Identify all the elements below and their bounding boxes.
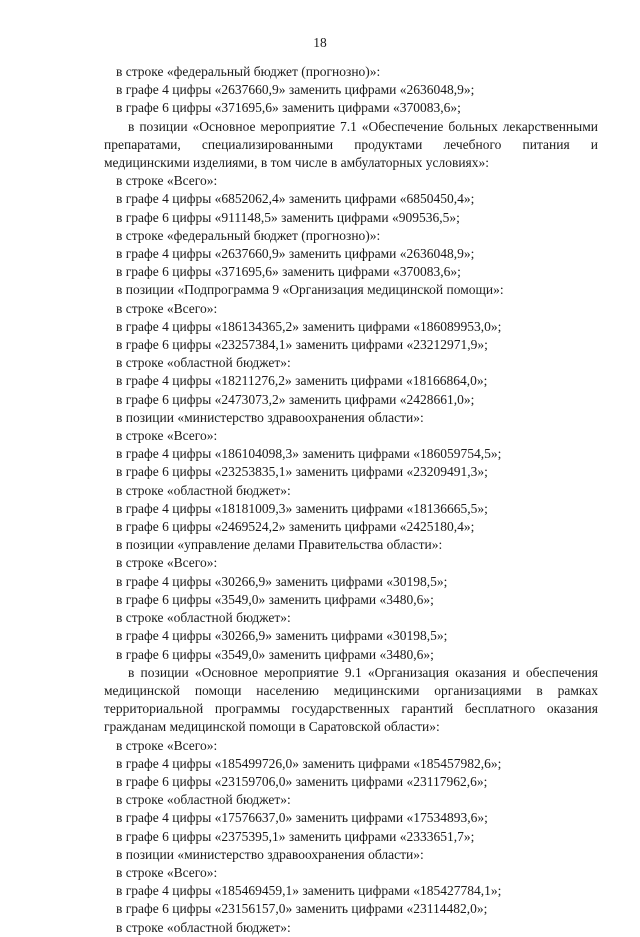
text-line: в позиции «Подпрограмма 9 «Организация медицинской помощи»: [116,282,504,298]
text-line: в графе 4 цифры «186134365,2» заменить цифрами «186089953,0»; [116,318,502,334]
text-line: в графе 4 цифры «185499726,0» заменить цифрами «185457982,6»; [116,755,502,771]
paragraph-text: в позиции «Основное мероприятие 9.1 «Организация оказания и обеспечения медицинской помощи населению медицинскими организациями в рамках территориальной программы государственных гарантий бесплатного оказания гражданам медицинской помощи в Саратовской области»: [104,664,598,735]
text-line: в графе 6 цифры «911148,5» заменить цифрами «909536,5»; [116,209,460,225]
text-line: в строке «областной бюджет»: [116,482,291,498]
document-body [104,63,606,937]
text-line: в графе 4 цифры «18211276,2» заменить цифрами «18166864,0»; [116,373,488,389]
amendment-block-1 [116,63,606,118]
text-line: в графе 6 цифры «23257384,1» заменить цифрами «23212971,9»; [116,337,488,353]
text-line: в строке «Всего»: [116,300,218,316]
paragraph-event-7-1 [104,118,598,173]
text-line: в графе 4 цифры «2637660,9» заменить цифрами «2636048,9»; [116,82,475,98]
text-line: в строке «Всего»: [116,864,218,880]
text-line: в строке «областной бюджет»: [116,610,291,626]
paragraph-text: в позиции «Основное мероприятие 7.1 «Обеспечение больных лекарственными препаратами, специализированными продуктами лечебного питания и медицинскими изделиями, в том числе в амбулаторных условиях»: [104,118,598,171]
text-line: в графе 6 цифры «3549,0» заменить цифрами «3480,6»; [116,591,434,607]
text-line: в графе 4 цифры «2637660,9» заменить цифрами «2636048,9»; [116,246,475,262]
text-line: в строке «федеральный бюджет (прогнозно)»: [116,227,381,243]
text-line: в строке «областной бюджет»: [116,919,291,935]
text-line: в графе 4 цифры «30266,9» заменить цифрами «30198,5»; [116,628,448,644]
text-line: в строке «федеральный бюджет (прогнозно)»: [116,64,381,79]
text-line: в графе 4 цифры «186104098,3» заменить цифрами «186059754,5»; [116,446,502,462]
text-line: в графе 6 цифры «2375395,1» заменить цифрами «2333651,7»; [116,828,475,844]
amendment-block-3 [116,737,606,937]
text-line: в графе 6 цифры «2469524,2» заменить цифрами «2425180,4»; [116,519,475,535]
text-line: в графе 4 цифры «17576637,0» заменить цифрами «17534893,6»; [116,810,488,826]
text-line: в графе 4 цифры «30266,9» заменить цифрами «30198,5»; [116,573,448,589]
text-line: в графе 6 цифры «23156157,0» заменить цифрами «23114482,0»; [116,901,488,917]
text-line: в графе 4 цифры «18181009,3» заменить цифрами «18136665,5»; [116,500,488,516]
text-line: в графе 6 цифры «23159706,0» заменить цифрами «23117962,6»; [116,773,488,789]
text-line: в графе 6 цифры «3549,0» заменить цифрами «3480,6»; [116,646,434,662]
text-line: в строке «Всего»: [116,173,218,189]
text-line: в позиции «министерство здравоохранения области»: [116,409,424,425]
text-line: в строке «Всего»: [116,555,218,571]
page-number: 18 [313,35,327,50]
paragraph-event-9-1 [104,664,598,737]
text-line: в позиции «министерство здравоохранения области»: [116,846,424,862]
amendment-block-2 [116,172,606,663]
text-line: в позиции «управление делами Правительства области»: [116,537,443,553]
text-line: в графе 4 цифры «6852062,4» заменить цифрами «6850450,4»; [116,191,475,207]
text-line: в строке «областной бюджет»: [116,355,291,371]
text-line: в графе 4 цифры «185469459,1» заменить цифрами «185427784,1»; [116,883,502,899]
text-line: в графе 6 цифры «371695,6» заменить цифрами «370083,6»; [116,264,461,280]
text-line: в графе 6 цифры «23253835,1» заменить цифрами «23209491,3»; [116,464,488,480]
text-line: в графе 6 цифры «2473073,2» заменить цифрами «2428661,0»; [116,391,475,407]
text-line: в графе 6 цифры «371695,6» заменить цифрами «370083,6»; [116,100,461,116]
text-line: в строке «Всего»: [116,428,218,444]
text-line: в строке «областной бюджет»: [116,792,291,808]
text-line: в строке «Всего»: [116,737,218,753]
